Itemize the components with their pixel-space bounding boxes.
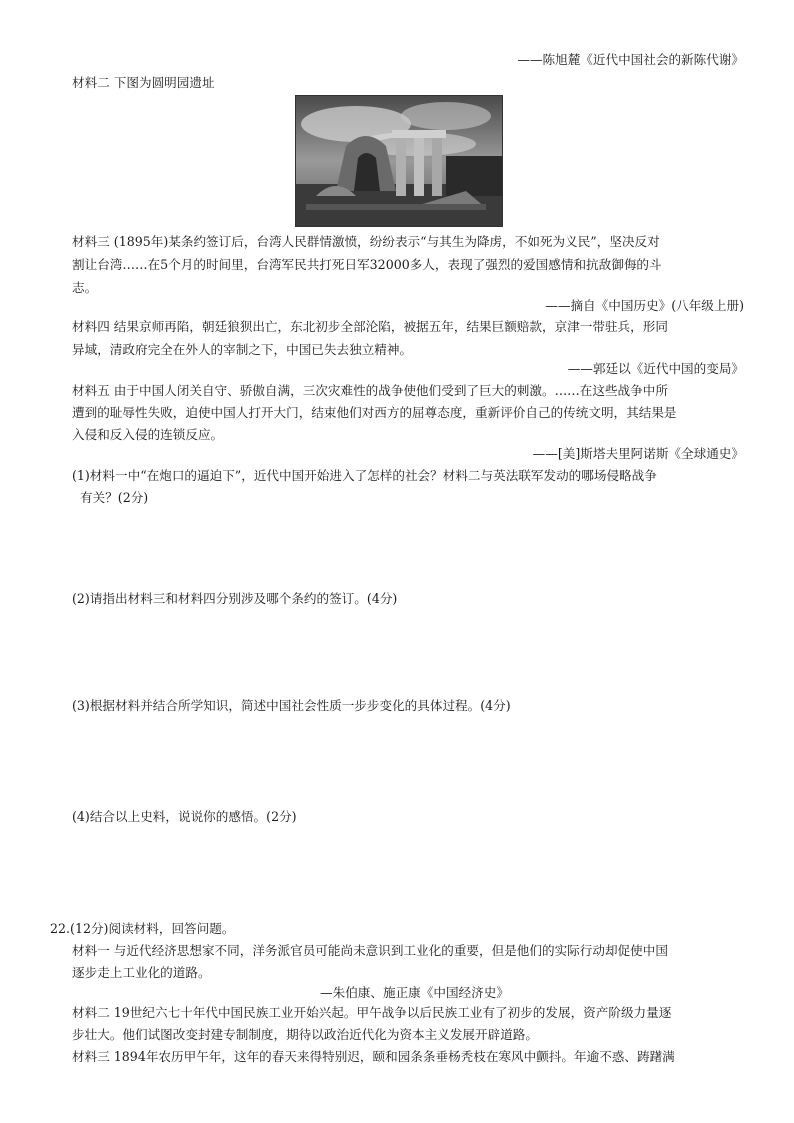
q22-material-1-line-2: 逐步走上工业化的道路。: [72, 965, 211, 980]
material-2-heading: 材料二 下图为圆明园遗址: [72, 75, 215, 90]
ruins-image: [296, 96, 502, 226]
question-22-heading: 22.(12分)阅读材料，回答问题。: [50, 921, 235, 936]
material-5-line-1: 材料五 由于中国人闭关自守、骄傲自满，三次灾难性的战争使他们受到了巨大的刺激。……在这些战争中所: [72, 383, 668, 398]
q22-material-1-source: —朱伯康、施正康《中国经济史》: [320, 985, 509, 1000]
question-2: (2)请指出材料三和材料四分别涉及哪个条约的签订。(4分): [72, 591, 398, 606]
question-3: (3)根据材料并结合所学知识，简述中国社会性质一步步变化的具体过程。(4分): [72, 698, 511, 713]
material-4-line-2: 异域，清政府完全在外人的宰制之下，中国已失去独立精神。: [72, 342, 413, 357]
material-5-line-3: 入侵和反入侵的连锁反应。: [72, 427, 224, 442]
q22-material-2-line-2: 步壮大。他们试图改变封建专制制度，期待以政治近代化为资本主义发展开辟道路。: [72, 1027, 538, 1042]
material-3-line-2: 割让台湾……在5个月的时间里，台湾军民共打死日军32000多人，表现了强烈的爱国感情和抗敌御侮的斗: [72, 257, 662, 272]
q22-material-1-line-1: 材料一 与近代经济思想家不同，洋务派官员可能尚未意识到工业化的重要，但是他们的实际行动却促使中国: [72, 943, 668, 958]
material-3-source: ——摘自《中国历史》(八年级上册): [545, 298, 744, 313]
material-5-source: ——[美]斯塔夫里阿诺斯《全球通史》: [532, 446, 744, 461]
material-4-source: ——郭廷以《近代中国的变局》: [567, 361, 744, 376]
question-1-line-2: 有关？(2分): [80, 490, 149, 505]
material-4-line-1: 材料四 结果京师再陷，朝廷狼狈出亡，东北初步全部沦陷，被据五年，结果巨额赔款，京津一带驻兵，形同: [72, 319, 668, 334]
material-3-line-1: 材料三 (1895年)某条约签订后，台湾人民群情激愤，纷纷表示“与其生为降虏，不如死为义民”，坚决反对: [72, 234, 660, 249]
source-citation-chen: ——陈旭麓《近代中国社会的新陈代谢》: [517, 52, 744, 67]
yuanmingyuan-ruins-photo: [295, 95, 503, 227]
q22-material-2-line-1: 材料二 19世纪六七十年代中国民族工业开始兴起。甲午战争以后民族工业有了初步的发展，资产阶级力量逐: [72, 1005, 672, 1020]
question-4: (4)结合以上史料，说说你的感悟。(2分): [72, 809, 297, 824]
material-3-line-3: 志。: [72, 280, 98, 295]
question-1-line-1: (1)材料一中“在炮口的逼迫下”，近代中国开始进入了怎样的社会？材料二与英法联军发动的哪场侵略战争: [72, 468, 657, 483]
q22-material-3-line-1: 材料三 1894年农历甲午年，这年的春天来得特别迟，颐和园条条垂杨秃枝在寒风中颤抖。年逾不惑、踌躇满: [72, 1049, 675, 1064]
material-5-line-2: 遭到的耻辱性失败，迫使中国人打开大门，结束他们对西方的屈尊态度，重新评价自己的传统文明，其结果是: [72, 405, 677, 420]
